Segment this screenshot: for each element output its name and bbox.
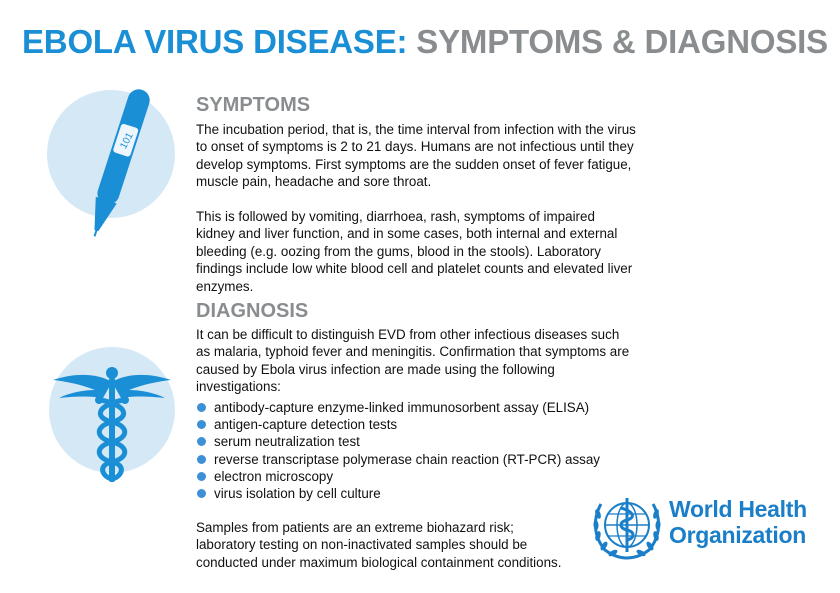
investigation-text: serum neutralization test bbox=[214, 434, 360, 450]
list-item bbox=[196, 468, 600, 485]
diagnosis-heading: DIAGNOSIS bbox=[196, 300, 309, 322]
title-part-1: EBOLA VIRUS DISEASE: bbox=[22, 23, 408, 60]
who-logo-line-2: Organization bbox=[669, 522, 806, 548]
list-item bbox=[196, 485, 600, 502]
bullet-icon bbox=[197, 489, 206, 498]
list-item bbox=[196, 416, 600, 433]
bullet-icon bbox=[197, 437, 206, 446]
title-part-2: SYMPTOMS & DIAGNOSIS bbox=[407, 23, 828, 60]
bullet-icon bbox=[197, 472, 206, 481]
investigation-text: virus isolation by cell culture bbox=[214, 486, 381, 502]
investigations-list bbox=[196, 399, 600, 502]
symptoms-heading: SYMPTOMS bbox=[196, 94, 311, 116]
who-logo-text bbox=[669, 496, 807, 548]
thermometer-reading: 101 bbox=[118, 130, 136, 151]
caduceus-icon bbox=[49, 360, 175, 490]
diagnosis-intro: It can be difficult to distinguish EVD from other infectious diseases such as malaria, typhoid fever and meningitis. Confirmation that symptoms are caused by Ebola virus infection are made using the following investigations: bbox=[196, 327, 630, 395]
thermometer-icon bbox=[78, 84, 158, 244]
investigation-text: antibody-capture enzyme-linked immunosorbent assay (ELISA) bbox=[214, 400, 590, 415]
list-item bbox=[196, 451, 600, 468]
list-item bbox=[196, 433, 600, 450]
bullet-icon bbox=[197, 420, 206, 429]
symptoms-paragraph-2: This is followed by vomiting, diarrhoea, rash, symptoms of impaired kidney and liver function, and in some cases, both internal and external bleeding (e.g. oozing from the gums, blood in the stools). Laboratory findings include low white blood cell and platelet counts and elevated liver enzymes. bbox=[196, 209, 633, 294]
investigation-text: antigen-capture detection tests bbox=[214, 417, 398, 433]
who-logo-line-1: World Health bbox=[669, 496, 807, 522]
list-item bbox=[196, 399, 600, 416]
who-logo bbox=[591, 492, 811, 562]
bullet-icon bbox=[197, 455, 206, 464]
biohazard-note: Samples from patients are an extreme biohazard risk; laboratory testing on non-inactivated samples should be conducted under maximum biological containment conditions. bbox=[196, 520, 562, 570]
investigation-text: electron microscopy bbox=[214, 468, 334, 484]
who-emblem-icon bbox=[591, 492, 663, 560]
page-title bbox=[22, 22, 828, 62]
investigation-text: reverse transcriptase polymerase chain reaction (RT-PCR) assay bbox=[214, 451, 600, 467]
symptoms-paragraph-1: The incubation period, that is, the time interval from infection with the virus to onset of symptoms is 2 to 21 days. Humans are not infectious until they develop symptoms. First symptoms are the sudden onset of fever fatigue, muscle pain, headache and sore throat. bbox=[196, 122, 636, 190]
bullet-icon bbox=[197, 403, 206, 412]
